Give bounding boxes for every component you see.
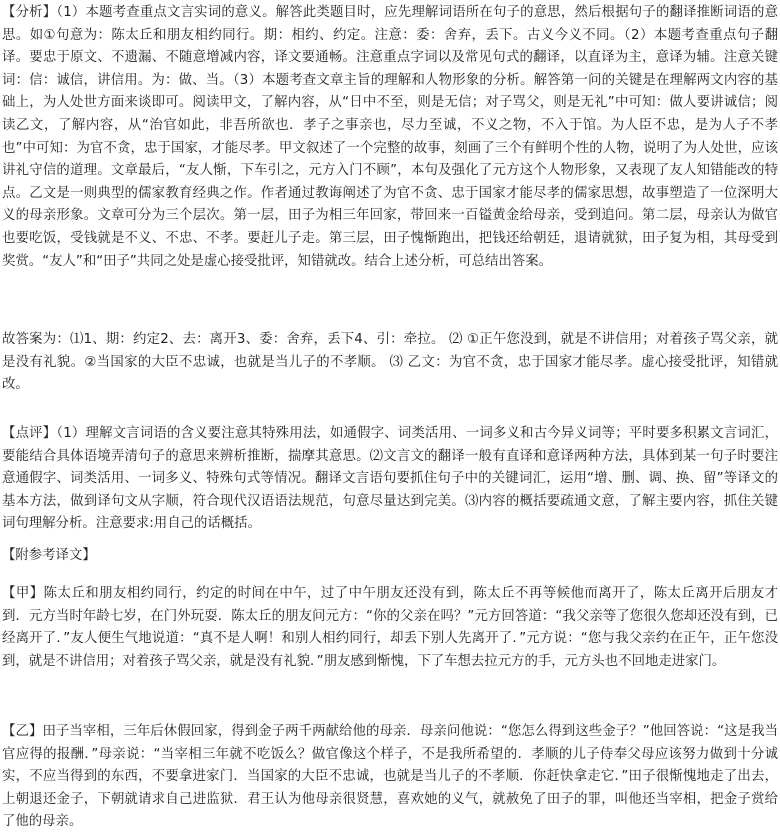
jia-heading: 【甲】 (2, 586, 44, 601)
yi-section (2, 721, 778, 834)
answer-text: 故答案为：⑴1、期：约定2、去：离开3、委：舍弃，丢下4、引：牵拉。 ⑵ ①正午您没到，就是不讲信用；对着孩子骂父亲，就是没有礼貌。②当国家的大臣不忠诚，也就是当儿子的不孝顺。 ⑶ 乙文：为官不贪，忠于国家才能尽孝。虚心接受批评，知错就改。 (2, 332, 778, 393)
comment-section (2, 423, 778, 536)
answer-section (2, 329, 778, 397)
jia-section (2, 583, 778, 673)
analysis-heading: 【分析】 (2, 5, 57, 20)
yi-heading: 【乙】 (2, 724, 43, 739)
jia-text: 陈太丘和朋友相约同行，约定的时间在中午，过了中午朋友还没有到，陈太丘不再等候他而离开了，陈太丘离开后朋友才到．元方当时年龄七岁，在门外玩耍．陈太丘的朋友问元方：“你的父亲在吗？”元方回答道：“我父亲等了您很久您却还没有到，已经离开了．”友人便生气地说道：“真不是人啊！和别人相约同行，却丢下别人先离开了．”元方说：“您与我父亲约在正午，正午您没到，就是不讲信用；对着孩子骂父亲，就是没有礼貌．”朋友感到惭愧，下了车想去拉元方的手，元方头也不回地走进家门。 (2, 586, 779, 669)
comment-text: （1）理解文言词语的含义要注意其特殊用法，如通假字、词类活用、一词多义和古今异义词等；平时要多积累文言词汇，要能结合具体语境弄清句子的意思来辨析推断，揣摩其意思。⑵文言文的翻译一般有直译和意译两种方法，具体到某一句子时要注意通假字、词类活用、一词多义、特殊句式等情况。翻译文言语句要抓住句子中的关键词汇，运用“增、删、调、换、留”等译文的基本方法，做到译句文从字顺，符合现代汉语语法规范，句意尽量达到完美。⑶内容的概括要疏通文意，了解主要内容，抓住关键词句理解分析。注意要求:用自己的话概括。 (2, 426, 778, 532)
analysis-text: （1）本题考查重点文言实词的意义。解答此类题目时，应先理解词语所在句子的意思，然后根据句子的翻译推断词语的意思。如①句意为：陈太丘和朋友相约同行。期：相约、约定。注意：委：舍弃，丢下。古义今义不同。（2）本题考查重点句子翻译。要忠于原文、不遗漏、不随意增减内容，译文要通畅。注意重点字词以及常见句式的翻译，以直译为主，意译为辅。注意关键词：信：诚信，讲信用。为：做、当。（3）本题考查文章主旨的理解和人物形象的分析。解答第一问的关键是在理解两文内容的基础上，为人处世方面来谈即可。阅读甲文，了解内容，从“日中不至，则是无信；对子骂父，则是无礼”中可知：做人要讲诚信；阅读乙文，了解内容，从“治官如此，非吾所欲也．孝子之事亲也，尽力至诚，不义之物，不入于馆。为人臣不忠，是为人子不孝也”中可知：为官不贪，忠于国家，才能尽孝。甲文叙述了一个完整的故事，刻画了三个有鲜明个性的人物，说明了为人处世，应该讲礼守信的道理。文章最后，“友人惭，下车引之，元方入门不顾”，本句及强化了元方这个人物形象，又表现了友人知错能改的特点。乙文是一则典型的儒家教育经典之作。作者通过教诲阐述了为官不贪、忠于国家才能尽孝的儒家思想，故事塑造了一位深明大义的母亲形象。文章可分为三个层次。第一层，田子为相三年回家，带回来一百镒黄金给母亲，受到追问。第二层，母亲认为做官也要吃饭，受钱就是不义、不忠、不孝。要赶儿子走。第三层，田子愧惭跑出，把钱还给朝廷，退请就狱，田子复为相，其母受到奖赏。“友人”和“田子”共同之处是虚心接受批评，知错就改。结合上述分析，可总结出答案。 (2, 5, 778, 269)
analysis-section (2, 2, 778, 273)
reference-heading: 【附参考译文】 (2, 548, 96, 563)
yi-text: 田子当宰相，三年后休假回家，得到金子两千两献给他的母亲．母亲问他说：“您怎么得到这些金子？”他回答说：“这是我当官应得的报酬．”母亲说：“当宰相三年就不吃饭么？做官像这个样子，不是我所希望的．孝顺的儿子侍奉父母应该努力做到十分诚实，不应当得到的东西，不要拿进家门．当国家的大臣不忠诚，也就是当儿子的不孝顺．你赶快拿走它．”田子很惭愧地走了出去，上朝退还金子，下朝就请求自己进监狱．君王认为他母亲很贤慧，喜欢她的义气，就赦免了田子的罪，叫他还当宰相，把金子赏给了他的母亲。 (2, 724, 779, 830)
comment-heading: 【点评】 (2, 426, 57, 441)
